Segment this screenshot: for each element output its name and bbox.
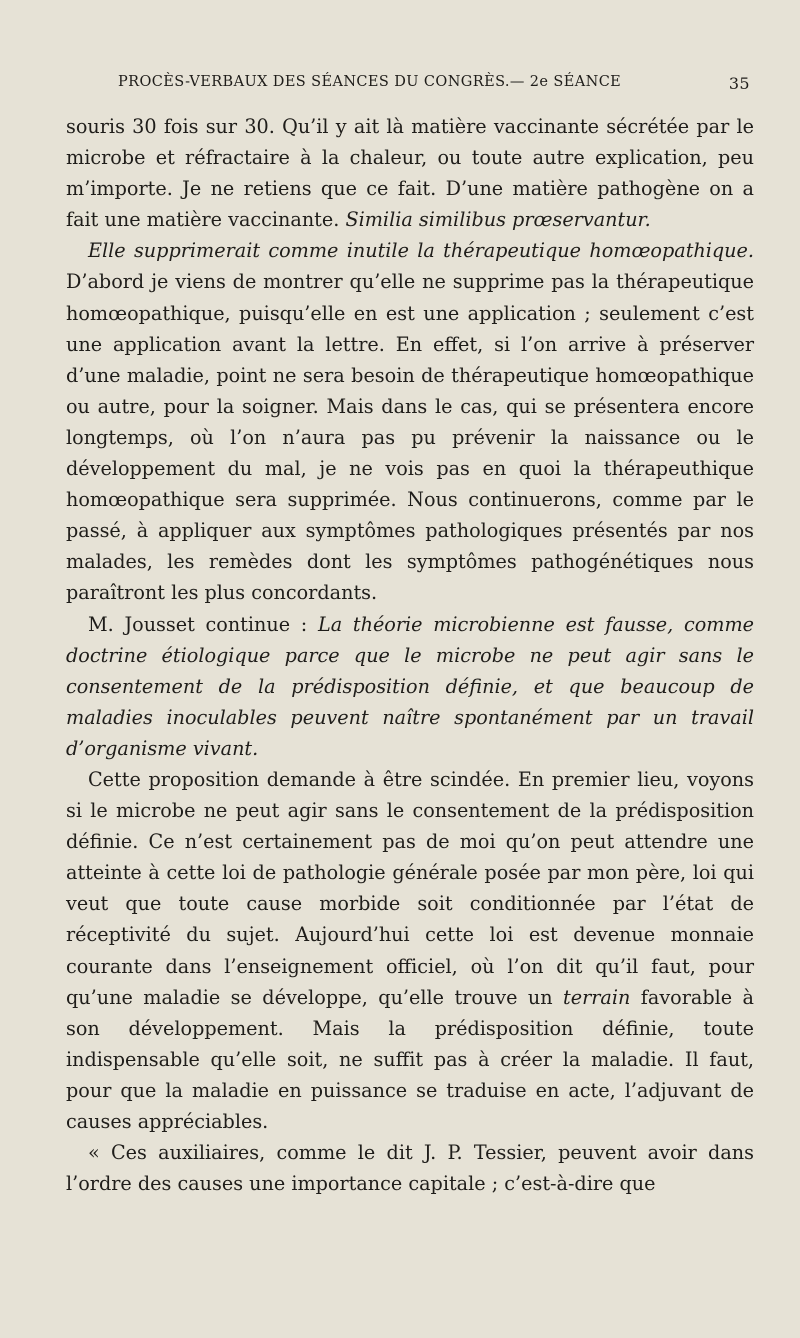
paragraph-2-text: D’abord je viens de montrer qu’elle ne supprime pas la thérapeutique homœopathique, puisqu’elle en est une application ; seulement c’est une application avant la lettre. En effet, si l’on arrive à préserver d’une maladie, point ne sera besoin de thérapeutique homœopathique ou autre, pour la soigner. Mais dans le cas, qui se présentera encore longtemps, où l’on n’aura pas pu prévenir la naissance ou le développement du mal, je ne vois pas en quoi la thérapeuthique homœopathique sera supprimée. Nous continuerons, comme par le passé, à appliquer aux symptômes pathologiques présentés par nos malades, les remèdes dont les symptômes pathogénétiques nous paraîtront les plus concordants.: [66, 270, 754, 605]
paragraph-3-text: M. Jousset continue :: [88, 612, 318, 636]
paragraph-5-text: « Ces auxiliaires, comme le dit J. P. Tessier, peuvent avoir dans l’ordre des causes une importance capitale ; c’est-à-dire que: [66, 1141, 754, 1196]
page-number: 35: [728, 74, 750, 93]
paragraph-5: [66, 1137, 754, 1199]
paragraph-4-text-b: favorable à son développement. Mais la prédisposition définie, toute indispensable qu’elle soit, ne suffit pas à créer la maladie. Il faut, pour que la maladie en puissance se traduise en acte, l’adjuvant de causes appréciables.: [66, 985, 754, 1133]
jousset-thesis: La théorie microbienne est fausse, comme doctrine étiologique parce que le microbe ne peut agir sans le consentement de la prédisposition définie, et que beaucoup de maladies inoculables peuvent naître spontanément par un travail d’organisme vivant.: [66, 612, 754, 760]
terrain-word: terrain: [563, 985, 631, 1009]
paragraph-4: [66, 764, 754, 1137]
paragraph-1: [66, 111, 754, 235]
running-header: [118, 74, 750, 98]
paragraph-2: [66, 235, 754, 608]
paragraph-3: [66, 609, 754, 764]
latin-maxim: Similia similibus prœservantur.: [345, 208, 651, 232]
paragraph-4-text-a: Cette proposition demande à être scindée. En premier lieu, voyons si le microbe ne peut agir sans le consentement de la prédisposition définie. Ce n’est certainement pas de moi qu’on peut attendre une atteinte à cette loi de pathologie générale posée par mon père, loi qui veut que toute cause morbide soit conditionnée par l’état de réceptivité du sujet. Aujourd’hui cette loi est devenue monnaie courante dans l’enseignement officiel, où l’on dit qu’il faut, pour qu’une maladie se développe, qu’elle trouve un: [66, 767, 754, 1009]
header-title: PROCÈS-VERBAUX DES SÉANCES DU CONGRÈS.— 2e SÉANCE: [118, 74, 622, 90]
objection-quote: Elle supprimerait comme inutile la thérapeutique homœopathique.: [88, 239, 754, 263]
paragraph-1-text: souris 30 fois sur 30. Qu’il y ait là matière vaccinante sécrétée par le microbe et réfractaire à la chaleur, ou toute autre explication, peu m’importe. Je ne retiens que ce fait. D’une matière pathogène on a fait une matière vaccinante.: [66, 115, 754, 232]
body-text: [66, 111, 754, 1199]
